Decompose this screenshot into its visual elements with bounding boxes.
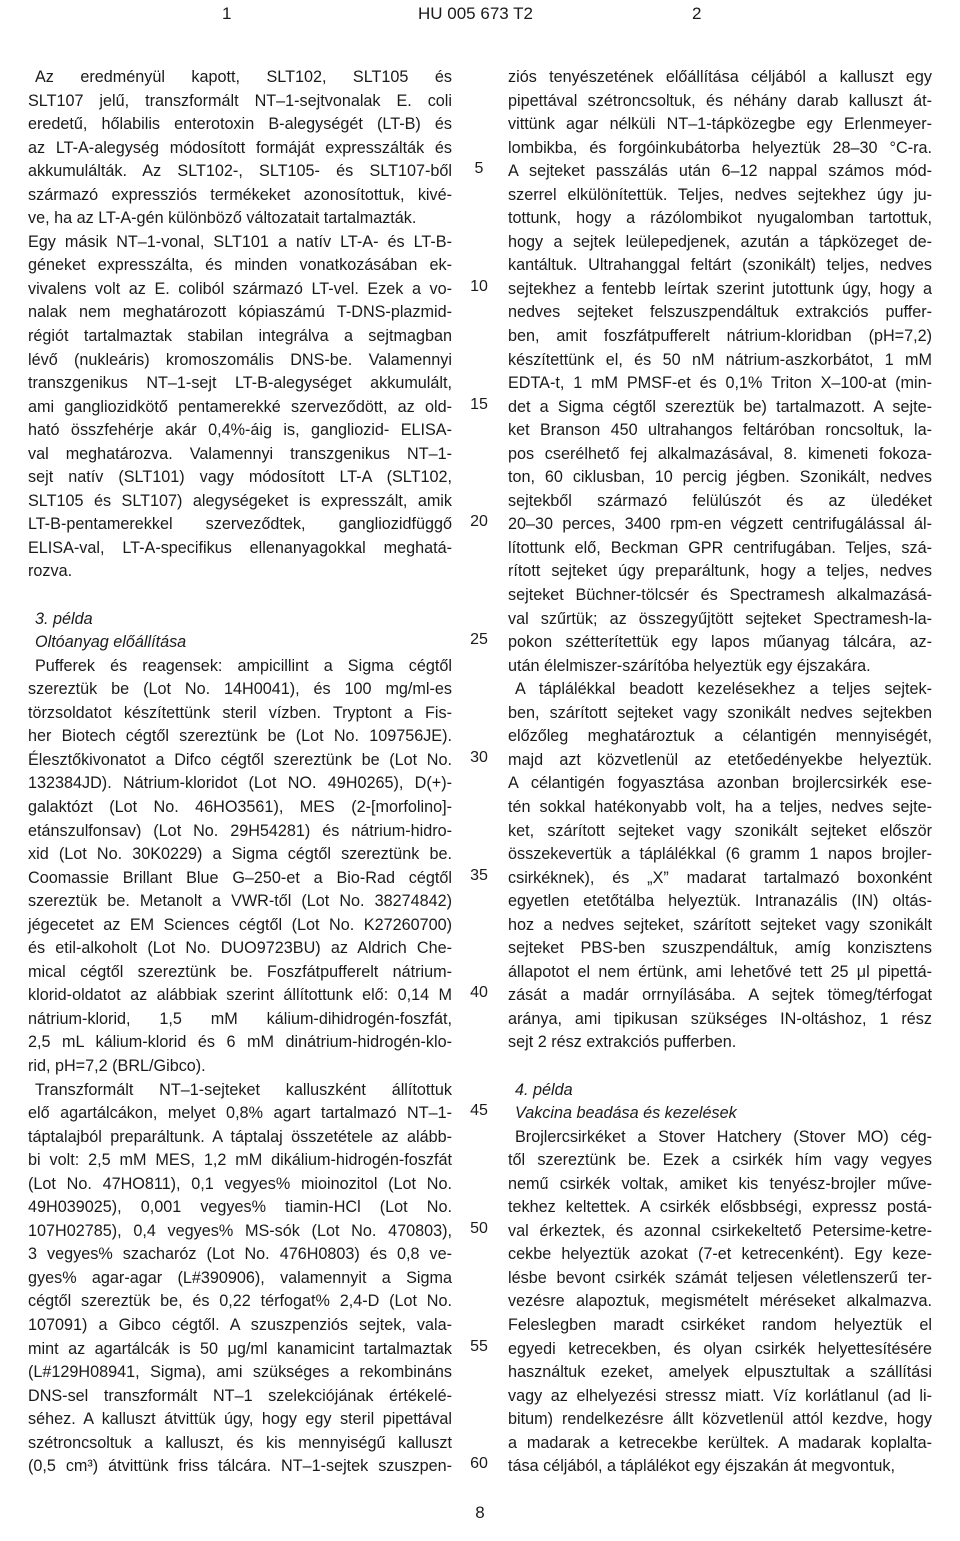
text-line: Transzformált NT–1-sejteket kalluszként állítottuk <box>35 1080 452 1099</box>
text-line: (Lot No. 47HO811), 0,1 vegyes% mioinozitol (Lot No. <box>28 1174 452 1193</box>
text-line: lévő (nukleáris) kromoszomális DNS-be. Valamennyi <box>28 350 452 369</box>
line-number: 15 <box>470 395 488 413</box>
text-line: 20–30 perces, 3400 rpm-en végzett centrifugálással ál- <box>508 515 932 534</box>
text-line: ziós tenyészetének előállítása céljából a kalluszt egy <box>508 68 932 86</box>
text-line: val szűrtük; az összegyűjtött sejteket Spectramesh-la- <box>508 609 932 628</box>
text-line: után élelmiszer-szárítóba helyeztük egy éjszakára. <box>508 656 871 675</box>
text-line: Feleslegben maradt csirkéket random helyeztük el <box>508 1315 932 1334</box>
text-line: készítettünk el, és 50 nM nátrium-aszkorbátot, 1 mM <box>508 350 932 369</box>
text-line: nemű csirkék voltak, amiket kis tenyész-brojler műve- <box>508 1174 932 1193</box>
text-line: (0,5 cm³) átvittünk friss tálcára. NT–1-sejtek szuszpen- <box>28 1457 452 1476</box>
text-line: nátrium-klorid, 1,5 mM kálium-dihidrogén-foszfát, <box>28 1009 452 1028</box>
text-line: egyedi ketrecekben, és olyan csirkék helyettesítésére <box>508 1339 932 1358</box>
text-line: rított sejteket úgy preparáltunk, hogy a teljes, nedves <box>508 562 932 581</box>
text-line: rozva. <box>28 562 73 581</box>
text-line: nalak nem meghatározott kópiaszámú T-DNS-plazmid- <box>28 303 452 322</box>
text-line: ket, szárított sejteket vagy szonikált sejteket először <box>508 821 932 840</box>
text-line: ket Branson 450 ultrahangos feltáróban roncsoltuk, la- <box>508 421 932 440</box>
text-line: tekhez keltettek. A csirkék elősbbségi, expressz postá- <box>508 1198 932 1217</box>
text-line: ELISA-val, LT-A-specifikus ellenanyagokkal meghatá- <box>28 538 452 557</box>
text-line: ben, amit foszfátpufferelt nátrium-kloridban (pH=7,2) <box>508 327 932 346</box>
text-line: pos cserélhető fej alkalmazásával, 8. kimeneti fokoza- <box>508 444 932 463</box>
text-line: szétroncsoltuk a kalluszt, és kis mennyiségű kalluszt <box>28 1433 452 1452</box>
text-line: egyetlen etetőtálba helyeztük. Intranazális (IN) oltás- <box>508 892 932 911</box>
text-line: pokon szétterítettük egy lapos műanyag tálcára, az- <box>508 633 932 652</box>
text-line: sejteket PBS-ben szuszpendáltuk, amíg konzisztens <box>508 939 932 958</box>
text-line: 2,5 mL kálium-klorid és 6 mM dinátrium-hidrogén-klo- <box>28 1033 452 1052</box>
line-number: 10 <box>470 277 488 295</box>
text-line: Egy másik NT–1-vonal, SLT101 a natív LT-A- és LT-B- <box>28 232 452 251</box>
text-line: vagy az elhelyezési stressz miatt. Víz korlátlanul (ad li- <box>508 1386 932 1405</box>
text-line: használtuk ezeket, amelyek elpusztultak a szállítási <box>508 1363 932 1382</box>
text-line: sejtekből származó felülúszót és az üledéket <box>508 491 932 510</box>
text-line: majd azt közvetlenül az etetőedényekbe helyeztük. <box>508 750 932 769</box>
patent-number: HU 005 673 T2 <box>418 4 533 23</box>
text-line: származó expressziós termékeket azonosítottuk, kivé- <box>28 185 452 204</box>
page-header <box>0 0 960 40</box>
line-number: 60 <box>470 1455 488 1473</box>
text-line: her Biotech cégtől szereztünk be (Lot No. 109756JE). <box>28 727 452 746</box>
text-line: sejtekhez a fentebb leírtak szerint jutottunk úgy, hogy a <box>508 279 932 298</box>
text-line: Az eredményül kapott, SLT102, SLT105 és <box>35 68 452 86</box>
text-line: etánszulfonsav) (Lot No. 29H54281) és nátrium-hidro- <box>28 821 452 840</box>
line-number: 40 <box>470 984 488 1002</box>
left-text-column <box>28 66 452 1479</box>
text-line: jégecetet az EM Sciences cégtől (Lot No. K27260700) <box>28 915 452 934</box>
text-line: előzőleg meghatároztuk a célantigén mennyiségét, <box>508 727 932 746</box>
text-line: pipettával szétroncsoltuk, és néhány darab kalluszt át- <box>508 91 932 110</box>
text-line: Pufferek és reagensek: ampicillint a Sigma cégtől <box>35 656 452 675</box>
text-line: táptalajból preparáltunk. A táptalaj összetétele az alább- <box>28 1127 452 1146</box>
text-line: sejteket Büchner-tölcsér és Spectramesh alkalmazásá- <box>508 586 932 605</box>
text-line: ton, 60 ciklusban, 10 percig jégben. Szonikált, nedves <box>508 468 932 487</box>
text-line: LT-B-pentamerekkel szerveződtek, gangliozidfüggő <box>28 515 452 534</box>
text-line: 132384JD). Nátrium-kloridot (Lot NO. 49H0265), D(+)- <box>28 774 452 793</box>
text-line: től szereztünk be. Ezek a csirkék hím vagy vegyes <box>508 1151 932 1170</box>
text-line: tén sokkal hatékonyabb volt, ha a teljes, nedves sejte- <box>508 797 932 816</box>
line-number: 35 <box>470 866 488 884</box>
text-line: A sejteket passzálás után 6–12 nappal számos mód- <box>508 162 932 181</box>
text-line: ben, szárított sejteket vagy szonikált nedves sejtekben <box>508 703 932 722</box>
text-line: EDTA-t, 1 mM PMSF-et és 0,1% Triton X–100-at (min- <box>508 374 932 393</box>
text-line: sejt 2 rész extrakciós pufferben. <box>508 1033 737 1052</box>
text-line: lítottunk elő, Beckman GPR centrifugában. Teljes, szá- <box>508 538 932 557</box>
text-line: A célantigén fogyasztása azonban brojlercsirkék ese- <box>508 774 932 793</box>
text-line: és etil-alkoholt (Lot No. DUO9723BU) az Aldrich Che- <box>28 939 452 958</box>
text-line: ami gangliozidkötő pentamerekké szerveződött, az old- <box>28 397 452 416</box>
text-line: akkumulálták. Az SLT102-, SLT105- és SLT107-ből <box>28 162 452 181</box>
text-line: kantáltuk. Ultrahanggal feltárt (szonikált) teljes, nedves <box>508 256 932 275</box>
line-number: 20 <box>470 513 488 531</box>
text-line: cekbe helyeztük azokat (7-et ketrecenként). Egy keze- <box>508 1245 932 1264</box>
text-line: régiót tartalmaztak stabilan integrálva a sejtmagban <box>28 327 452 346</box>
text-line: szereztük be (Lot No. 14H0041), és 100 mg/ml-es <box>28 680 452 699</box>
text-line: transzgenikus NT–1-sejt LT-B-alegységet akkumulált, <box>28 374 452 393</box>
text-line: mint az agartálcák is 50 μg/ml kanamicint tartalmaztak <box>28 1339 452 1358</box>
text-line: gyes% agar-agar (L#390906), valamennyit a Sigma <box>28 1268 452 1287</box>
text-line: 49H039025), 0,001 vegyes% tiamin-HCl (Lot No. <box>28 1198 452 1217</box>
text-line: SLT105 és SLT107) alegységeket is expresszált, amik <box>28 491 452 510</box>
text-line: xid (Lot No. 30K0229) a Sigma cégtől szereztünk be. <box>28 845 452 864</box>
text-line: rid, pH=7,2 (BRL/Gibco). <box>28 1056 206 1075</box>
right-text-column <box>508 66 932 1479</box>
text-line: mical cégtől szereztünk be. Foszfátpufferelt nátrium- <box>28 962 452 981</box>
text-line: vezésre alapoztuk, megismételt méréseket alkalmazva. <box>508 1292 932 1311</box>
text-line: szereztük be. Metanolt a VWR-től (Lot No. 38274842) <box>28 892 452 911</box>
text-line: val meghatározva. Valamennyi transzgenikus NT–1- <box>28 444 452 463</box>
text-line: 107H02785), 0,4 vegyes% MS-sók (Lot No. 470803), <box>28 1221 452 1240</box>
text-line: eredetű, hőlabilis enterotoxin B-alegységét (LT-B) és <box>28 115 452 134</box>
text-line: hoz a nedves sejteket, szárított sejteket vagy szonikált <box>508 915 932 934</box>
line-number: 55 <box>470 1337 488 1355</box>
text-line: Élesztőkivonatot a Difco cégtől szereztünk be (Lot No. <box>28 750 452 769</box>
text-line: séhez. A kalluszt átvittük úgy, hogy egy steril pipettával <box>28 1410 452 1429</box>
text-line: tása céljából, a táplálékot egy éjszakán át megvontuk, <box>508 1457 895 1476</box>
text-line: csirkéknek), és „X” madarat tartalmazó boxonként <box>508 868 932 887</box>
text-line: bitum) rendelkezésre állt közvetlenül attól kezdve, hogy <box>508 1410 932 1429</box>
text-line: A táplálékkal beadott kezelésekhez a teljes sejtek- <box>515 680 932 699</box>
text-line: Coomassie Brillant Blue G–250-et a Bio-Rad cégtől <box>28 868 452 887</box>
page-number: 8 <box>475 1503 485 1522</box>
text-line: lésbe bevont csirkék számát teljesen véletlenszerű ter- <box>508 1268 932 1287</box>
text-line: DNS-sel transzformált NT–1 szelekciójának értékelé- <box>28 1386 452 1405</box>
text-line: cégtől szereztük be, és 0,22 térfogat% 2,4-D (Lot No. <box>28 1292 452 1311</box>
left-page-number: 1 <box>222 4 232 23</box>
text-line: hogy a sejtek leülepedjenek, azután a tápközeget de- <box>508 232 932 251</box>
text-line: összekevertük a táplálékkal (6 gramm 1 napos brojler- <box>508 845 932 864</box>
text-line: det a Sigma cégtől szereztük be) tartalmazott. A sejte- <box>508 397 932 416</box>
text-line: 4. példa <box>515 1080 573 1099</box>
line-number: 25 <box>470 631 488 649</box>
right-page-number: 2 <box>692 4 702 23</box>
text-line: a madarak a ketrecekbe kerültek. A madarak koplalta- <box>508 1433 932 1452</box>
line-number: 45 <box>470 1102 488 1120</box>
text-line: lombikba, és forgóinkubátorba helyeztük 28–30 °C-ra. <box>508 138 932 157</box>
text-line: tottunk, hogy a rázólombikot nyugalomban tartottuk, <box>508 209 932 228</box>
text-line: nedves sejteket felszuszpendáltuk extrakciós puffer- <box>508 303 932 322</box>
text-line: az LT-A-alegység módosított formáját expresszálták és <box>28 138 452 157</box>
line-number: 5 <box>474 160 484 178</box>
text-line: klorid-oldatot az alábbiak szerint állítottunk elő: 0,14 M <box>28 986 452 1005</box>
text-line: 107091) a Gibco cégtől. A szuszpenziós sejtek, vala- <box>28 1315 452 1334</box>
text-line: vittünk agar nélküli NT–1-tápközegbe egy Erlenmeyer- <box>508 115 932 134</box>
text-line: állapotot el nem értünk, ami lehetővé tett 25 μl pipettá- <box>508 962 932 981</box>
text-line: Brojlercsirkéket a Stover Hatchery (Stover MO) cég- <box>515 1127 932 1146</box>
text-line: Oltóanyag előállítása <box>35 633 187 652</box>
text-line: (L#129H08941, Sigma), ami szükséges a rekombináns <box>28 1363 452 1382</box>
text-line: törzsoldatot készítettünk steril vízben. Tryptont a Fis- <box>28 703 452 722</box>
text-line <box>28 584 452 608</box>
text-line: vivalens volt az E. coliból származó LT-vel. Ezek a vo- <box>28 279 452 298</box>
text-line: ható összfehérje akár 0,4%-áig is, gangliozid- ELISA- <box>28 421 452 440</box>
text-line: aránya, ami tipikusan szükséges IN-oltáshoz, 1 rész <box>508 1009 932 1028</box>
text-line: bi volt: 2,5 mM MES, 1,2 mM dikálium-hidrogén-foszfát <box>28 1151 452 1170</box>
text-line: sejt natív (SLT101) vagy módosított LT-A (SLT102, <box>28 468 452 487</box>
text-line: 3 vegyes% szacharóz (Lot No. 476H0803) és 0,8 ve- <box>28 1245 452 1264</box>
text-line: val érkeztek, és azonnal csirkekeltető Petersime-ketre- <box>508 1221 932 1240</box>
text-line: elő agartálcákon, melyet 0,8% agart tartalmazó NT–1- <box>28 1104 452 1123</box>
line-number: 30 <box>470 748 488 766</box>
text-line: SLT107 jelű, transzformált NT–1-sejtvonalak E. coli <box>28 91 452 110</box>
line-number: 50 <box>470 1219 488 1237</box>
text-line: zását a madár orrnyílásába. A sejtek tömeg/térfogat <box>508 986 932 1005</box>
text-line <box>508 1055 932 1079</box>
text-line: géneket expresszálta, és minden vonatkozásában ek- <box>28 256 452 275</box>
text-line: 3. példa <box>35 609 93 628</box>
text-line: szerrel elkülönítettük. Teljes, nedves sejtekhez úgy ju- <box>508 185 932 204</box>
text-line: galaktózt (Lot No. 46HO3561), MES (2-[morfolino]- <box>28 797 452 816</box>
text-line: ve, ha az LT-A-gén különböző változatait tartalmazták. <box>28 209 417 228</box>
text-line: Vakcina beadása és kezelések <box>515 1104 737 1123</box>
